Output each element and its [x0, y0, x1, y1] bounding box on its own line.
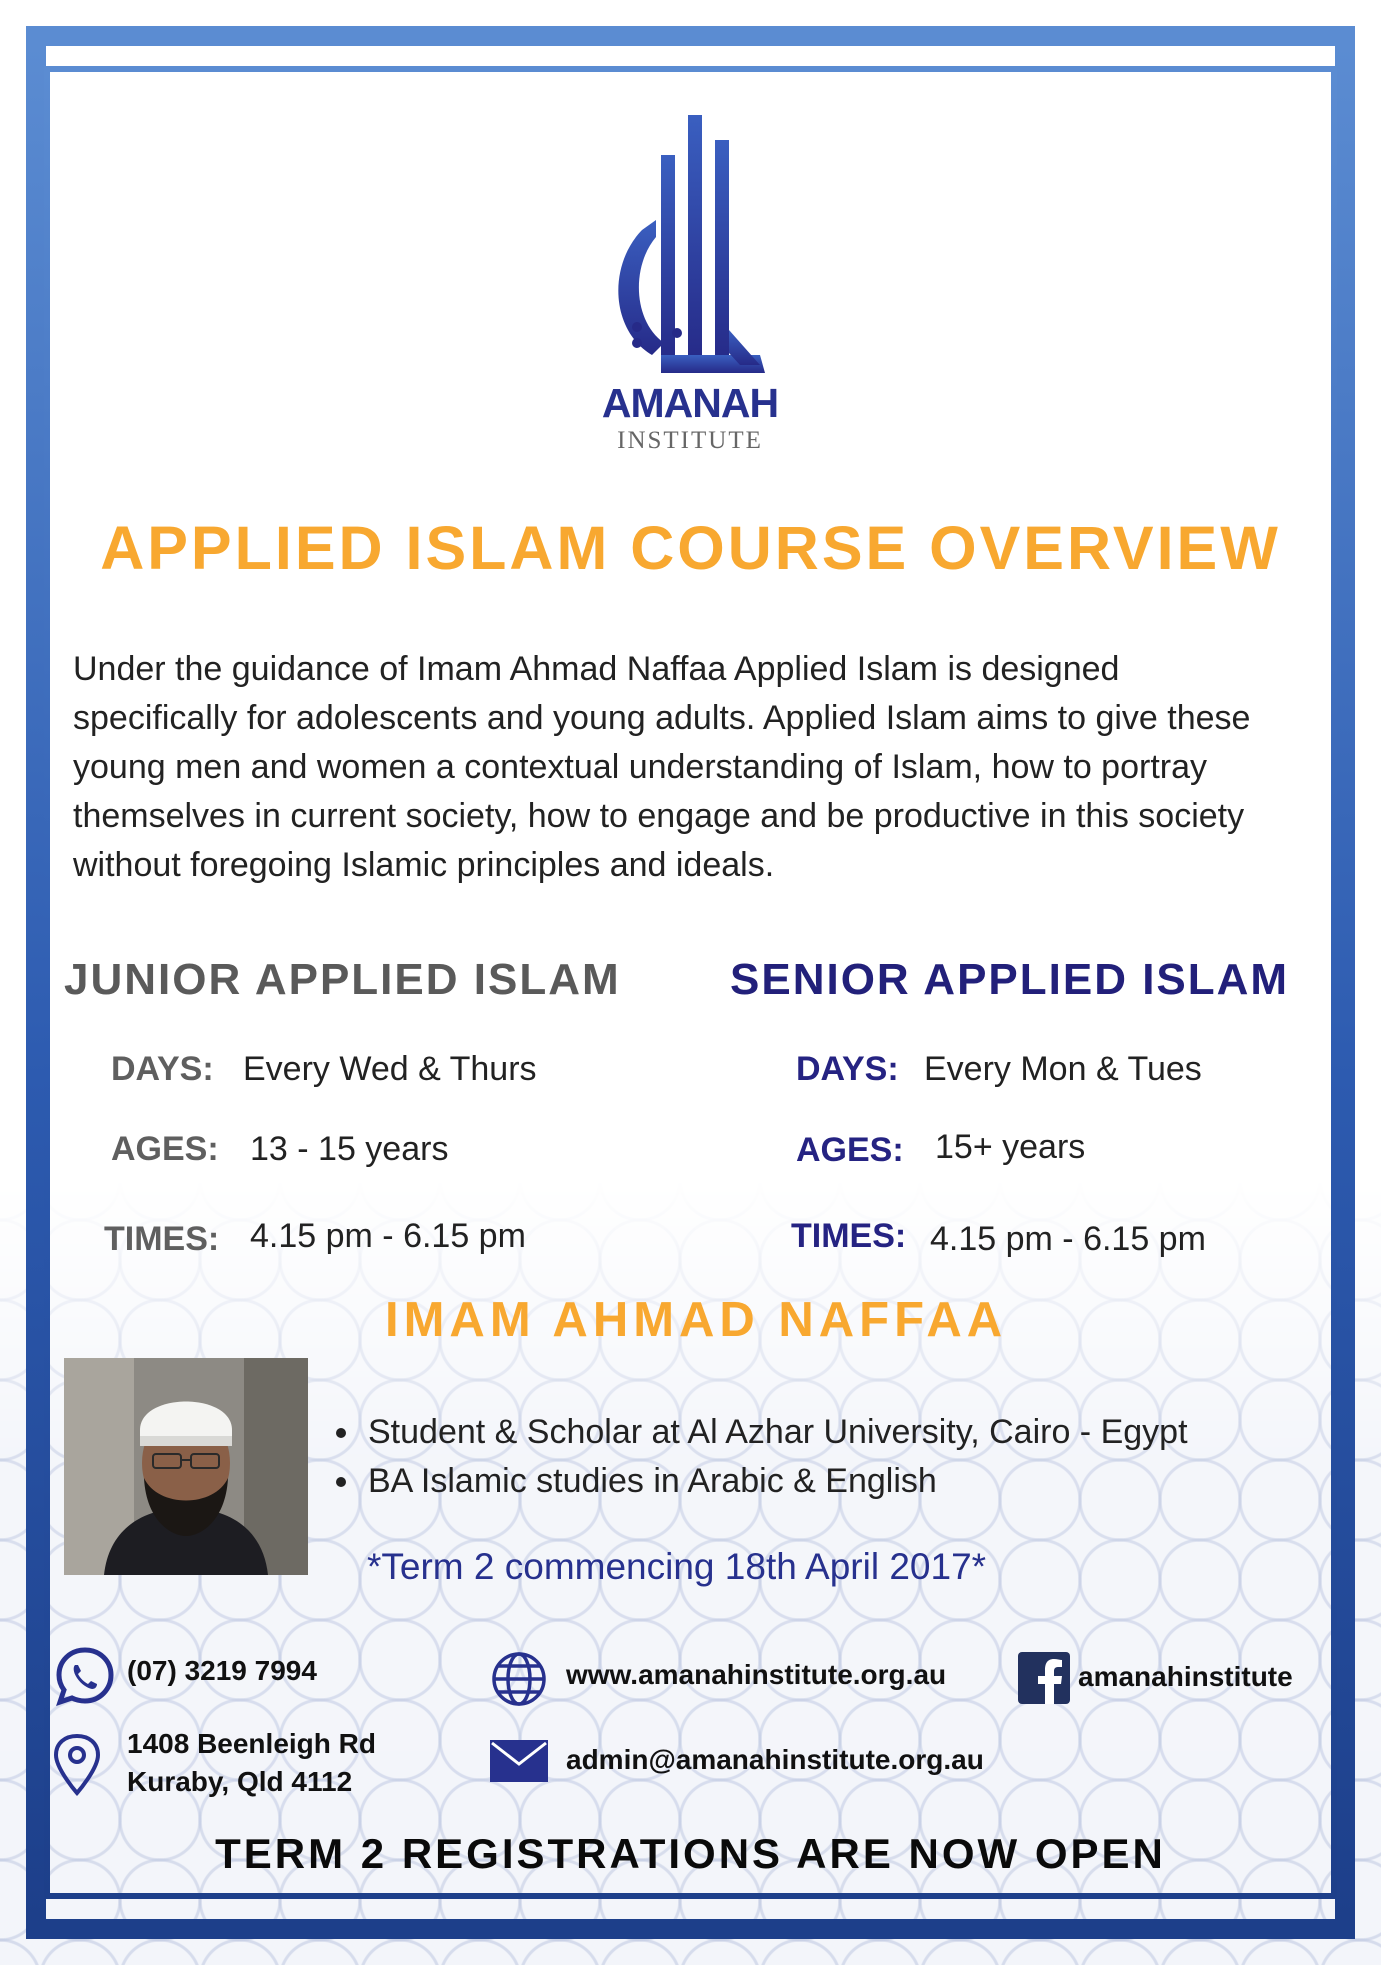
credential-text: BA Islamic studies in Arabic & English [368, 1462, 937, 1500]
credential-text: Student & Scholar at Al Azhar University, Cairo - Egypt [368, 1413, 1188, 1451]
junior-times-label: TIMES: [104, 1220, 220, 1258]
imam-credentials [330, 1408, 1188, 1506]
address-line-2: Kuraby, Qld 4112 [127, 1766, 353, 1797]
junior-days-value: Every Wed & Thurs [243, 1050, 537, 1088]
email-link[interactable]: admin@amanahinstitute.org.au [566, 1744, 984, 1775]
senior-heading: SENIOR APPLIED ISLAM [730, 955, 1290, 1004]
intro-line: Under the guidance of Imam Ahmad Naffaa Applied Islam is designed [73, 650, 1120, 688]
intro-paragraph [73, 645, 1313, 890]
intro-line: themselves in current society, how to engage and be productive in this society [73, 797, 1245, 835]
bullet-icon [336, 1477, 346, 1487]
logo-subtitle: INSTITUTE [617, 427, 763, 454]
portrait-icon [64, 1358, 308, 1575]
bullet-icon [336, 1428, 346, 1438]
calligraphy-logo-icon [560, 115, 820, 385]
imam-heading: IMAM AHMAD NAFFAA [385, 1293, 1008, 1347]
whatsapp-icon [54, 1645, 116, 1707]
registrations-open-banner: TERM 2 REGISTRATIONS ARE NOW OPEN [215, 1830, 1166, 1877]
senior-days-value: Every Mon & Tues [924, 1050, 1202, 1088]
junior-times-value: 4.15 pm - 6.15 pm [250, 1217, 526, 1255]
imam-photo [64, 1358, 308, 1575]
term-commencing-note: *Term 2 commencing 18th April 2017* [367, 1546, 987, 1587]
logo-name: AMANAH [601, 380, 779, 426]
website-link[interactable]: www.amanahinstitute.org.au [566, 1659, 947, 1690]
senior-days-label: DAYS: [796, 1050, 899, 1088]
page-title: APPLIED ISLAM COURSE OVERVIEW [100, 514, 1281, 582]
junior-ages-value: 13 - 15 years [250, 1130, 449, 1168]
list-item [330, 1408, 1188, 1457]
globe-icon [490, 1650, 548, 1708]
junior-ages-label: AGES: [111, 1130, 219, 1168]
envelope-icon [490, 1740, 548, 1782]
junior-heading: JUNIOR APPLIED ISLAM [64, 955, 621, 1004]
senior-ages-label: AGES: [796, 1131, 904, 1169]
intro-line: young men and women a contextual understanding of Islam, how to portray [73, 748, 1208, 786]
intro-line: without foregoing Islamic principles and ideals. [73, 846, 775, 884]
junior-days-label: DAYS: [111, 1050, 214, 1088]
list-item [330, 1457, 1188, 1506]
address-line-1: 1408 Beenleigh Rd [127, 1728, 376, 1759]
phone-number[interactable]: (07) 3219 7994 [127, 1655, 317, 1686]
intro-line: specifically for adolescents and young adults. Applied Islam aims to give these [73, 699, 1251, 737]
location-pin-icon [50, 1733, 104, 1797]
facebook-icon [1018, 1652, 1070, 1704]
facebook-handle[interactable]: amanahinstitute [1078, 1661, 1293, 1692]
senior-times-value: 4.15 pm - 6.15 pm [930, 1220, 1206, 1258]
senior-ages-value: 15+ years [935, 1128, 1086, 1166]
senior-times-label: TIMES: [791, 1217, 907, 1255]
